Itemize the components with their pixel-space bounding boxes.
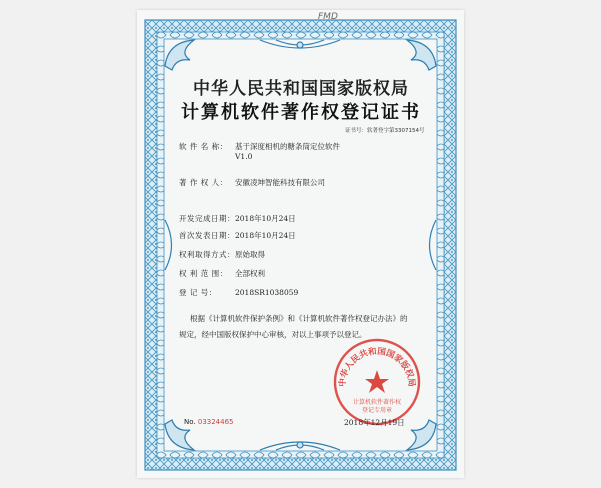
field-value: 2018SR1038059 — [235, 288, 299, 297]
field-rights-scope — [179, 268, 265, 279]
field-label: 权 利 范 围： — [179, 269, 228, 278]
handwritten-note: FMD — [318, 12, 338, 22]
field-value: 基于深度相机的糖条筒定位软件 — [235, 142, 340, 151]
field-value: 2018年10月24日 — [235, 231, 296, 240]
issuer-title: 中华人民共和国国家版权局 — [193, 79, 409, 99]
serial-label: No. — [184, 418, 196, 426]
legal-paragraph-line1: 根据《计算机软件保护条例》和《计算机软件著作权登记办法》的 — [190, 314, 408, 323]
field-completion-date — [179, 213, 296, 224]
field-label: 权利取得方式： — [179, 250, 235, 259]
field-label: 首次发表日期： — [179, 231, 235, 240]
certificate-number-value: 软著登字第3307154号 — [367, 128, 425, 134]
issue-date: 2018年12月19日 — [344, 418, 405, 427]
certificate-number — [345, 126, 425, 134]
certificate-number-label: 证书号： — [345, 128, 368, 134]
field-value: 2018年10月24日 — [235, 214, 296, 223]
field-value-version: V1.0 — [235, 152, 253, 161]
certificate-title: 计算机软件著作权登记证书 — [181, 102, 421, 123]
field-label: 软 件 名 称： — [179, 142, 228, 151]
legal-paragraph-line2: 规定，经中国版权保护中心审核，对以上事项予以登记。 — [179, 330, 367, 339]
field-copyright-owner — [179, 177, 325, 188]
serial-number — [184, 418, 234, 426]
seal-inner-line1: 计算机软件著作权 — [352, 399, 402, 406]
official-seal — [331, 336, 423, 428]
field-label: 登 记 号： — [179, 288, 217, 297]
serial-value: 03324465 — [197, 418, 234, 426]
seal-outer-text: 中华人民共和国国家版权局 — [337, 346, 417, 388]
field-software-name — [179, 141, 340, 152]
seal-inner-line2: 登记专用章 — [361, 407, 393, 414]
field-label: 著 作 权 人： — [179, 178, 228, 187]
field-value: 全部权利 — [235, 269, 265, 278]
field-publication-date — [179, 230, 296, 241]
seal-star-icon — [365, 370, 389, 393]
field-registration-number — [179, 287, 298, 298]
field-acquisition-method — [179, 249, 265, 260]
field-value: 原始取得 — [235, 250, 265, 259]
field-label: 开发完成日期： — [179, 214, 235, 223]
field-software-version — [179, 152, 252, 161]
field-value: 安徽凌坤智能科技有限公司 — [235, 178, 325, 187]
